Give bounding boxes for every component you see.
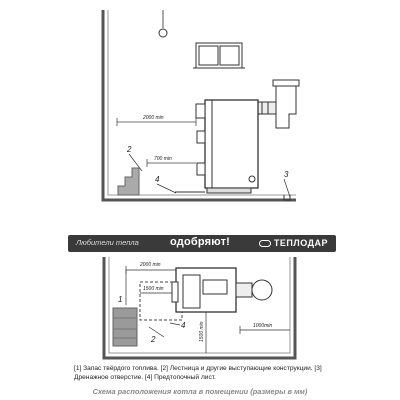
brand-logo [259,238,328,248]
plan-dim-1500: 1500 min [143,286,164,292]
legend-caption: [1] Запас твёрдого топлива. [2] Лестница и другие выступающие конструкции. [3] Дренажное отверстие. [4] Предтопочный лист. [74,365,322,381]
plan-dim-1000: 1000min [253,323,273,329]
window [196,43,242,68]
plan-chimney [252,280,272,300]
stairs [118,168,139,195]
elev-callout-2: 2 [127,145,132,154]
banner-slogan-small: Любители тепла [76,238,139,247]
logo-icon [259,240,271,247]
lamp-icon [159,29,167,37]
elev-callout-4: 4 [155,175,160,184]
brand-banner [68,235,336,252]
chimney [276,86,296,128]
elev-dim-700: 700 min [154,156,172,162]
flue-pipe [258,102,276,114]
elev-callout-3: 3 [284,170,289,179]
banner-slogan-big: одобряют! [170,236,231,248]
elevation-view [103,10,299,200]
elev-dim-2000: 2000 min [143,115,164,121]
plan-dim-2000: 2000 min [140,262,161,268]
boiler [205,100,258,188]
plan-callout-2: 2 [151,335,156,344]
figure-title: Схема расположения котла в помещении (размеры в мм) [92,387,308,396]
plan-callout-1: 1 [118,295,123,304]
fuel-storage [113,308,137,346]
plan-callout-4: 4 [181,321,186,330]
brand-logo-text: ТЕПЛОДАР [273,238,328,248]
plan-dim-1500-vert: 1500 min [199,321,205,342]
